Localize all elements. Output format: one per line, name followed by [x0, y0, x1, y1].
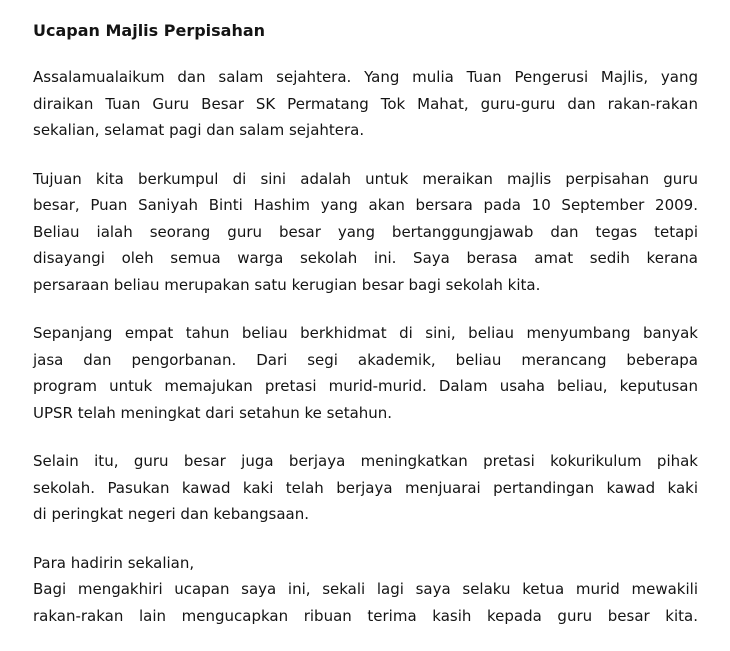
paragraph-greeting	[33, 64, 698, 144]
paragraph-line: Beliau ialah seorang guru besar yang bertanggungjawab dan tegas tetapi	[33, 222, 698, 241]
paragraph-line: diraikan Tuan Guru Besar SK Permatang Tok Mahat, guru-guru dan rakan-rakan	[33, 94, 698, 113]
paragraph-line: di peringkat negeri dan kebangsaan.	[33, 505, 310, 523]
paragraph-line: Para hadirin sekalian,	[33, 553, 195, 572]
paragraph-line: besar, Puan Saniyah Binti Hashim yang akan bersara pada 10 September 2009.	[33, 196, 698, 214]
document-page	[33, 18, 698, 651]
paragraph-line: Bagi mengakhiri ucapan saya ini, sekali lagi saya selaku ketua murid mewakili	[33, 580, 698, 598]
paragraph-line: UPSR telah meningkat dari setahun ke setahun.	[33, 403, 393, 422]
paragraph-line: Sepanjang empat tahun beliau berkhidmat di sini, beliau menyumbang banyak	[33, 324, 698, 342]
paragraph-line: Selain itu, guru besar juga berjaya meningkatkan pretasi kokurikulum pihak	[33, 452, 698, 470]
paragraph-line: rakan-rakan lain mengucapkan ribuan terima kasih kepada guru besar kita.	[33, 606, 698, 625]
paragraph-line: sekalian, selamat pagi dan salam sejahtera.	[33, 121, 365, 139]
paragraph-line: jasa dan pengorbanan. Dari segi akademik, beliau merancang beberapa	[33, 350, 698, 369]
document-title: Ucapan Majlis Perpisahan	[33, 21, 266, 40]
paragraph-line: sekolah. Pasukan kawad kaki telah berjaya menjuarai pertandingan kawad kaki	[33, 478, 698, 497]
paragraph-line: disayangi oleh semua warga sekolah ini. Saya berasa amat sedih kerana	[33, 249, 698, 267]
paragraph-cocurricular	[33, 448, 698, 528]
paragraph-service	[33, 320, 698, 426]
paragraph-line: persaraan beliau merupakan satu kerugian besar bagi sekolah kita.	[33, 275, 541, 294]
paragraph-line: program untuk memajukan pretasi murid-murid. Dalam usaha beliau, keputusan	[33, 377, 698, 395]
paragraph-line: Assalamualaikum dan salam sejahtera. Yang mulia Tuan Pengerusi Majlis, yang	[33, 68, 698, 86]
paragraph-line: Tujuan kita berkumpul di sini adalah untuk meraikan majlis perpisahan guru	[33, 169, 698, 188]
paragraph-purpose	[33, 166, 698, 299]
paragraph-closing	[33, 550, 698, 630]
